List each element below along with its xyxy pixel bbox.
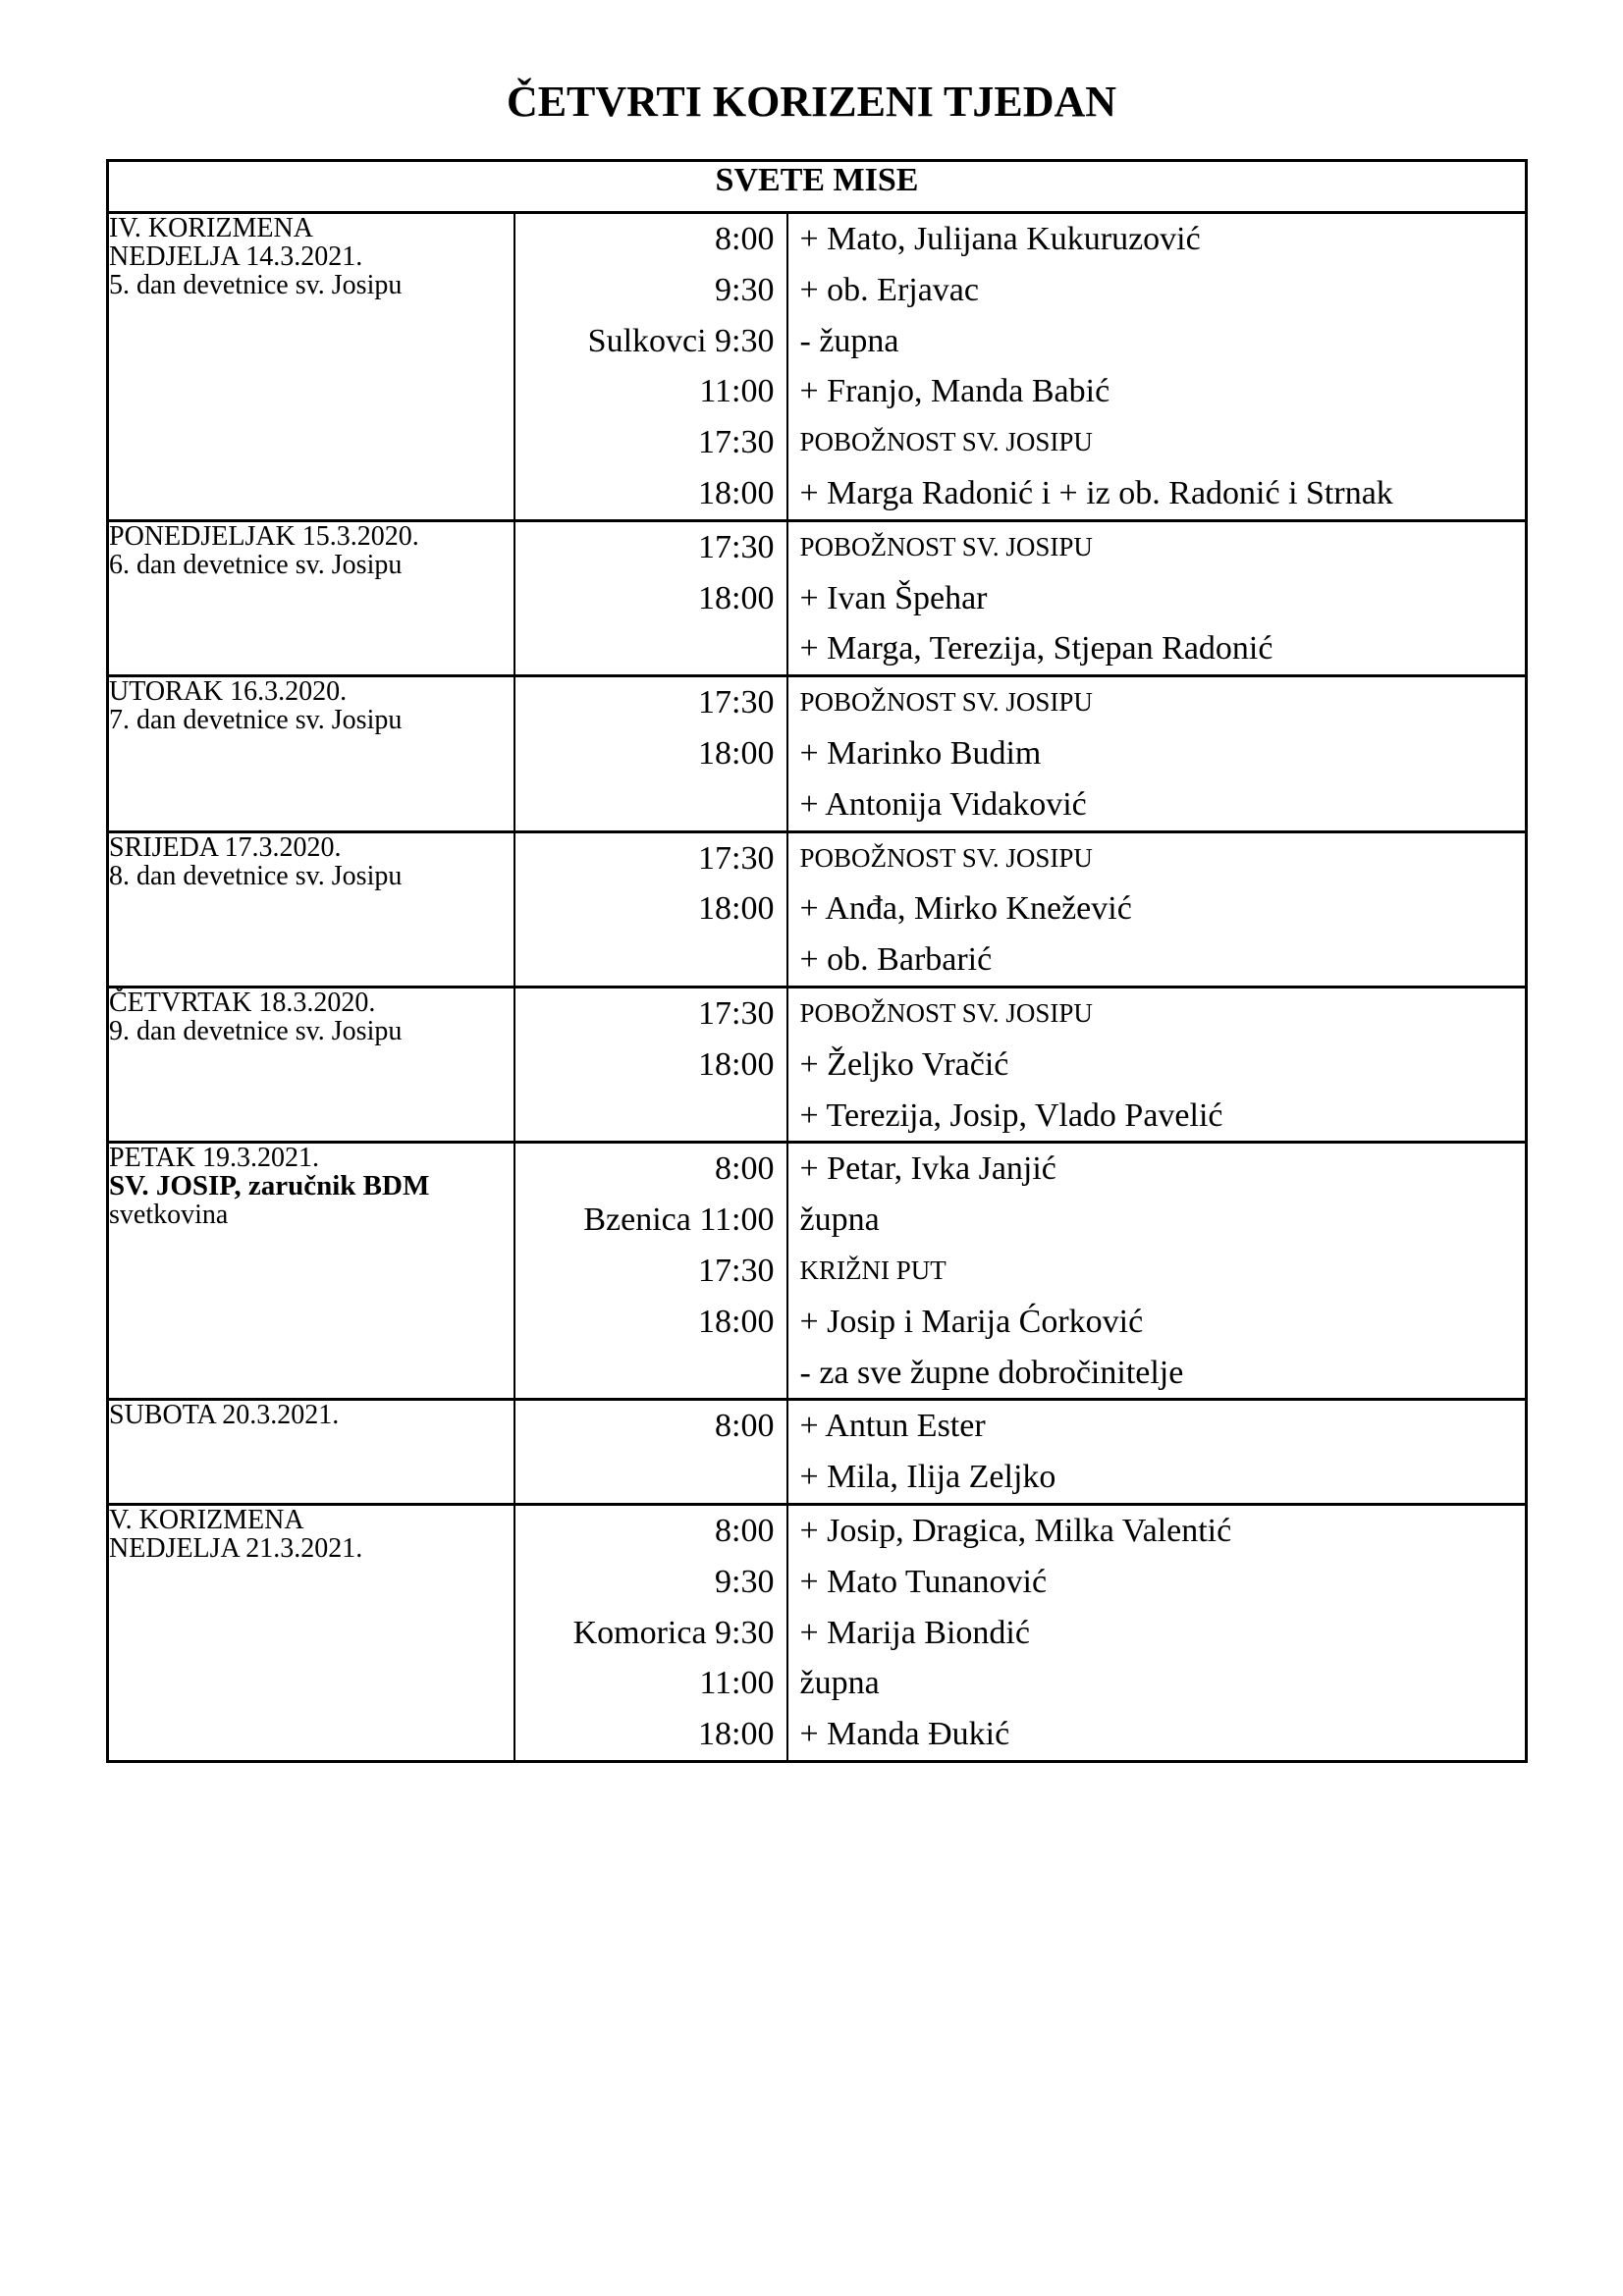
- day-label-line: NEDJELJA 21.3.2021.: [109, 1532, 363, 1564]
- intentions-cell: [787, 987, 1527, 1142]
- mass-intention: + Petar, Ivka Janjić: [799, 1150, 1056, 1188]
- day-label-line: SV. JOSIP, zaručnik BDM: [109, 1170, 430, 1202]
- day-label-line: PONEDJELJAK 15.3.2020.: [109, 520, 419, 552]
- day-label-cell: [108, 1400, 514, 1505]
- mass-intention: + Željko Vračić: [799, 1045, 1009, 1083]
- day-label-line: PETAK 19.3.2021.: [109, 1143, 319, 1174]
- day-label-cell: [108, 1504, 514, 1761]
- intentions-cell: [787, 676, 1527, 831]
- day-label-line: 9. dan devetnice sv. Josipu: [109, 1015, 403, 1046]
- day-label-cell: [108, 831, 514, 987]
- mass-time: [515, 1091, 786, 1142]
- times-cell: [514, 520, 787, 675]
- mass-time: 18:00: [698, 1045, 775, 1083]
- mass-intention: - župna: [799, 322, 899, 359]
- mass-intention: POBOŽNOST SV. JOSIPU: [799, 687, 1093, 718]
- mass-intention: + Franjo, Manda Babić: [799, 373, 1110, 410]
- mass-intention: + Josip, Dragica, Milka Valentić: [799, 1512, 1232, 1549]
- mass-intention: + ob. Barbarić: [799, 941, 993, 979]
- intentions-cell: [787, 520, 1527, 675]
- mass-time: 8:00: [715, 221, 775, 257]
- mass-time: 18:00: [698, 890, 775, 928]
- day-row: [108, 1504, 1527, 1761]
- mass-intention: + Manda Đukić: [799, 1716, 1010, 1753]
- mass-intention: + Terezija, Josip, Vlado Pavelić: [799, 1096, 1223, 1134]
- mass-intention: + Antun Ester: [799, 1408, 986, 1445]
- mass-intention: POBOŽNOST SV. JOSIPU: [799, 427, 1093, 457]
- mass-time: 9:30: [715, 1563, 775, 1600]
- day-label-line: 7. dan devetnice sv. Josipu: [109, 705, 403, 736]
- mass-intention: + Marga Radonić i + iz ob. Radonić i Strnak: [799, 474, 1393, 511]
- mass-time: 17:30: [698, 424, 775, 461]
- mass-intention: + Antonija Vidaković: [799, 785, 1087, 823]
- mass-time: 11:00: [699, 1665, 775, 1702]
- day-label-line: 8. dan devetnice sv. Josipu: [109, 860, 403, 891]
- mass-intention: + Mato, Julijana Kukuruzović: [799, 221, 1201, 257]
- mass-time: [515, 1452, 786, 1503]
- times-cell: [514, 1400, 787, 1505]
- mass-time: 18:00: [698, 1716, 775, 1753]
- mass-intention: + Marga, Terezija, Stjepan Radonić: [799, 630, 1273, 667]
- times-cell: [514, 831, 787, 987]
- mass-time: 17:30: [698, 839, 775, 877]
- day-row: [108, 1143, 1527, 1400]
- intentions-cell: [787, 213, 1527, 521]
- times-cell: [514, 1143, 787, 1400]
- day-row: [108, 831, 1527, 987]
- day-label-cell: [108, 520, 514, 675]
- mass-time: [515, 623, 786, 674]
- day-row: [108, 213, 1527, 521]
- mass-schedule-table: [106, 159, 1528, 1763]
- page-title: ČETVRTI KORIZENI TJEDAN: [506, 78, 1117, 126]
- mass-time: 18:00: [698, 579, 775, 616]
- mass-time: Komorica 9:30: [572, 1614, 775, 1651]
- mass-time: Sulkovci 9:30: [587, 322, 775, 359]
- mass-intention: + Marija Biondić: [799, 1614, 1030, 1651]
- day-row: [108, 1400, 1527, 1505]
- day-label-line: 5. dan devetnice sv. Josipu: [109, 270, 403, 300]
- day-label-line: V. KORIZMENA: [109, 1504, 304, 1535]
- mass-intention: župna: [799, 1665, 880, 1702]
- mass-intention: KRIŽNI PUT: [799, 1255, 947, 1285]
- mass-time: [515, 779, 786, 830]
- mass-intention: + Mila, Ilija Zeljko: [799, 1459, 1056, 1496]
- times-cell: [514, 1504, 787, 1761]
- mass-intention: POBOŽNOST SV. JOSIPU: [799, 531, 1093, 561]
- mass-time: 18:00: [698, 474, 775, 511]
- day-label-line: ČETVRTAK 18.3.2020.: [109, 987, 376, 1018]
- mass-time: Bzenica 11:00: [583, 1201, 775, 1239]
- mass-intention: + Mato Tunanović: [799, 1563, 1048, 1600]
- day-row: [108, 520, 1527, 675]
- mass-time: [515, 1348, 786, 1399]
- mass-time: 18:00: [698, 734, 775, 772]
- day-label-cell: [108, 213, 514, 521]
- table-header: SVETE MISE: [108, 161, 1527, 213]
- times-cell: [514, 676, 787, 831]
- mass-intention: + Ivan Špehar: [799, 579, 988, 616]
- schedule-body: [108, 213, 1527, 1762]
- mass-time: 11:00: [699, 373, 775, 410]
- mass-intention: župna: [799, 1201, 880, 1239]
- day-label-line: svetkovina: [109, 1200, 229, 1231]
- day-row: [108, 676, 1527, 831]
- day-label-line: SUBOTA 20.3.2021.: [109, 1400, 340, 1431]
- intentions-cell: [787, 831, 1527, 987]
- day-label-line: IV. KORIZMENA: [109, 213, 313, 243]
- mass-intention: POBOŽNOST SV. JOSIPU: [799, 997, 1093, 1028]
- mass-time: 17:30: [698, 528, 775, 565]
- mass-intention: + Marinko Budim: [799, 734, 1042, 772]
- day-label-line: NEDJELJA 14.3.2021.: [109, 241, 363, 272]
- day-label-line: 6. dan devetnice sv. Josipu: [109, 549, 403, 580]
- mass-intention: POBOŽNOST SV. JOSIPU: [799, 842, 1093, 873]
- intentions-cell: [787, 1504, 1527, 1761]
- mass-intention: + Anđa, Mirko Knežević: [799, 890, 1132, 928]
- mass-time: 8:00: [715, 1150, 775, 1188]
- mass-time: 8:00: [715, 1408, 775, 1445]
- intentions-cell: [787, 1400, 1527, 1505]
- mass-time: 9:30: [715, 271, 775, 308]
- times-cell: [514, 987, 787, 1142]
- day-label-line: UTORAK 16.3.2020.: [109, 676, 348, 708]
- day-label-line: SRIJEDA 17.3.2020.: [109, 831, 342, 863]
- mass-intention: - za sve župne dobročinitelje: [799, 1354, 1184, 1391]
- mass-time: [515, 934, 786, 986]
- day-label-cell: [108, 1143, 514, 1400]
- mass-intention: + Josip i Marija Ćorković: [799, 1303, 1144, 1340]
- mass-time: 17:30: [698, 684, 775, 721]
- mass-time: 8:00: [715, 1512, 775, 1549]
- day-label-cell: [108, 987, 514, 1142]
- times-cell: [514, 213, 787, 521]
- mass-intention: + ob. Erjavac: [799, 271, 979, 308]
- mass-time: 18:00: [698, 1303, 775, 1340]
- day-row: [108, 987, 1527, 1142]
- day-label-cell: [108, 676, 514, 831]
- mass-time: 17:30: [698, 1252, 775, 1289]
- mass-time: 17:30: [698, 994, 775, 1032]
- intentions-cell: [787, 1143, 1527, 1400]
